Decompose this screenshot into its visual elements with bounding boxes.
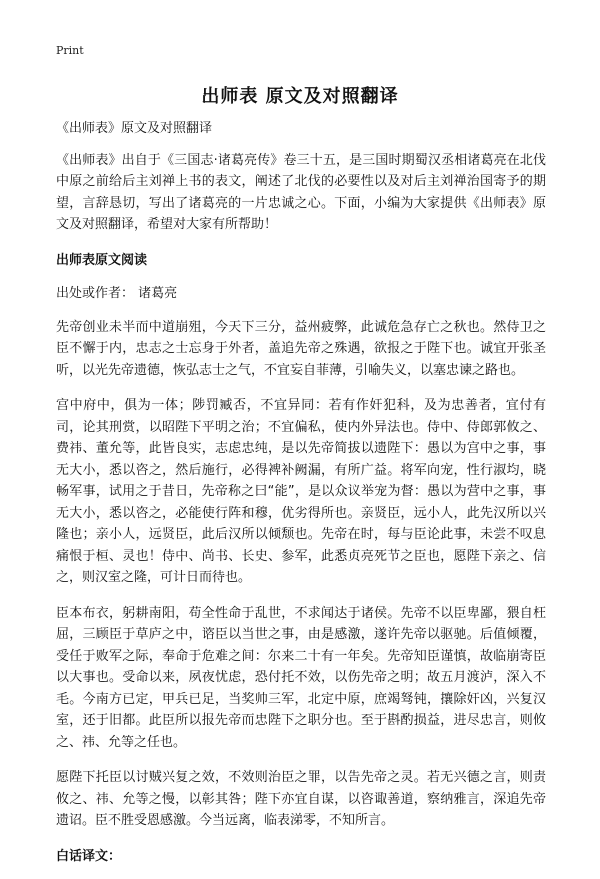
page-title: 出师表 原文及对照翻译 bbox=[201, 86, 399, 107]
original-paragraph-4: 愿陛下托臣以讨贼兴复之效，不效则治臣之罪，以告先帝之灵。若无兴德之言，则责攸之、祎、允等之慢，以彰其咎；陛下亦宜自谋，以咨诹善道，察纳雅言，深追先帝遗诏。臣不胜受恩感激。今当远离，临表涕零，不知所言。 bbox=[56, 770, 546, 828]
original-paragraph-2: 宫中府中，俱为一体；陟罚臧否，不宜异同：若有作奸犯科，及为忠善者，宜付有司，论其刑赏，以昭陛下平明之治；不宜偏私，使内外异法也。侍中、侍郎郭攸之、费祎、董允等，此皆良实，志虑忠纯，是以先帝简拔以遗陛下：愚以为宫中之事，事无大小，悉以咨之，然后施行，必得裨补阙漏，有所广益。将军向宠，性行淑均，晓畅军事，试用之于昔日，先帝称之曰“能”，是以众议举宠为督：愚以为营中之事，事无大小，悉以咨之，必能使行阵和穆，优劣得所也。亲贤臣，远小人，此先汉所以兴隆也；亲小人，远贤臣，此后汉所以倾颓也。先帝在时，每与臣论此事，未尝不叹息痛恨于桓、灵也！侍中、尚书、长史、参军，此悉贞亮死节之臣也，愿陛下亲之、信之，则汉室之隆，可计日而待也。 bbox=[56, 398, 546, 585]
original-paragraph-3: 臣本布衣，躬耕南阳，苟全性命于乱世，不求闻达于诸侯。先帝不以臣卑鄙，猥自枉屈，三顾臣于草庐之中，谘臣以当世之事，由是感激，遂许先帝以驱驰。后值倾覆，受任于败军之际，奉命于危难之间：尔来二十有一年矣。先帝知臣谨慎，故临崩寄臣以大事也。受命以来，夙夜忧虑，恐付托不效，以伤先帝之明；故五月渡泸，深入不毛。今南方已定，甲兵已足，当奖帅三军，北定中原，庶竭驽钝，攘除奸凶，兴复汉室，还于旧都。此臣所以报先帝而忠陛下之职分也。至于斟酌损益，进尽忠言，则攸之、祎、允等之任也。 bbox=[56, 605, 546, 750]
author-line: 出处或作者： 诸葛亮 bbox=[56, 286, 178, 301]
section-heading-translation: 白话译文： bbox=[56, 848, 122, 864]
document-body bbox=[56, 118, 546, 879]
original-paragraph-1: 先帝创业未半而中道崩殂，今天下三分，益州疲弊，此诚危急存亡之秋也。然侍卫之臣不懈于内，忠志之士忘身于外者，盖追先帝之殊遇，欲报之于陛下也。诚宜开张圣听，以光先帝遗德，恢弘志士之气，不宜妄自菲薄，引喻失义，以塞忠谏之路也。 bbox=[56, 319, 546, 378]
intro-paragraph: 《出师表》出自于《三国志·诸葛亮传》卷三十五，是三国时期蜀汉丞相诸葛亮在北伐中原之前给后主刘禅上书的表文，阐述了北伐的必要性以及对后主刘禅治国寄予的期望，言辞恳切，写出了诸葛亮的一片忠诚之心。下面，小编为大家提供《出师表》原文及对照翻译，希望对大家有所帮助！ bbox=[56, 152, 546, 232]
document-subtitle: 《出师表》原文及对照翻译 bbox=[56, 121, 213, 136]
print-label: Print bbox=[56, 44, 84, 57]
section-heading-original: 出师表原文阅读 bbox=[56, 252, 148, 268]
